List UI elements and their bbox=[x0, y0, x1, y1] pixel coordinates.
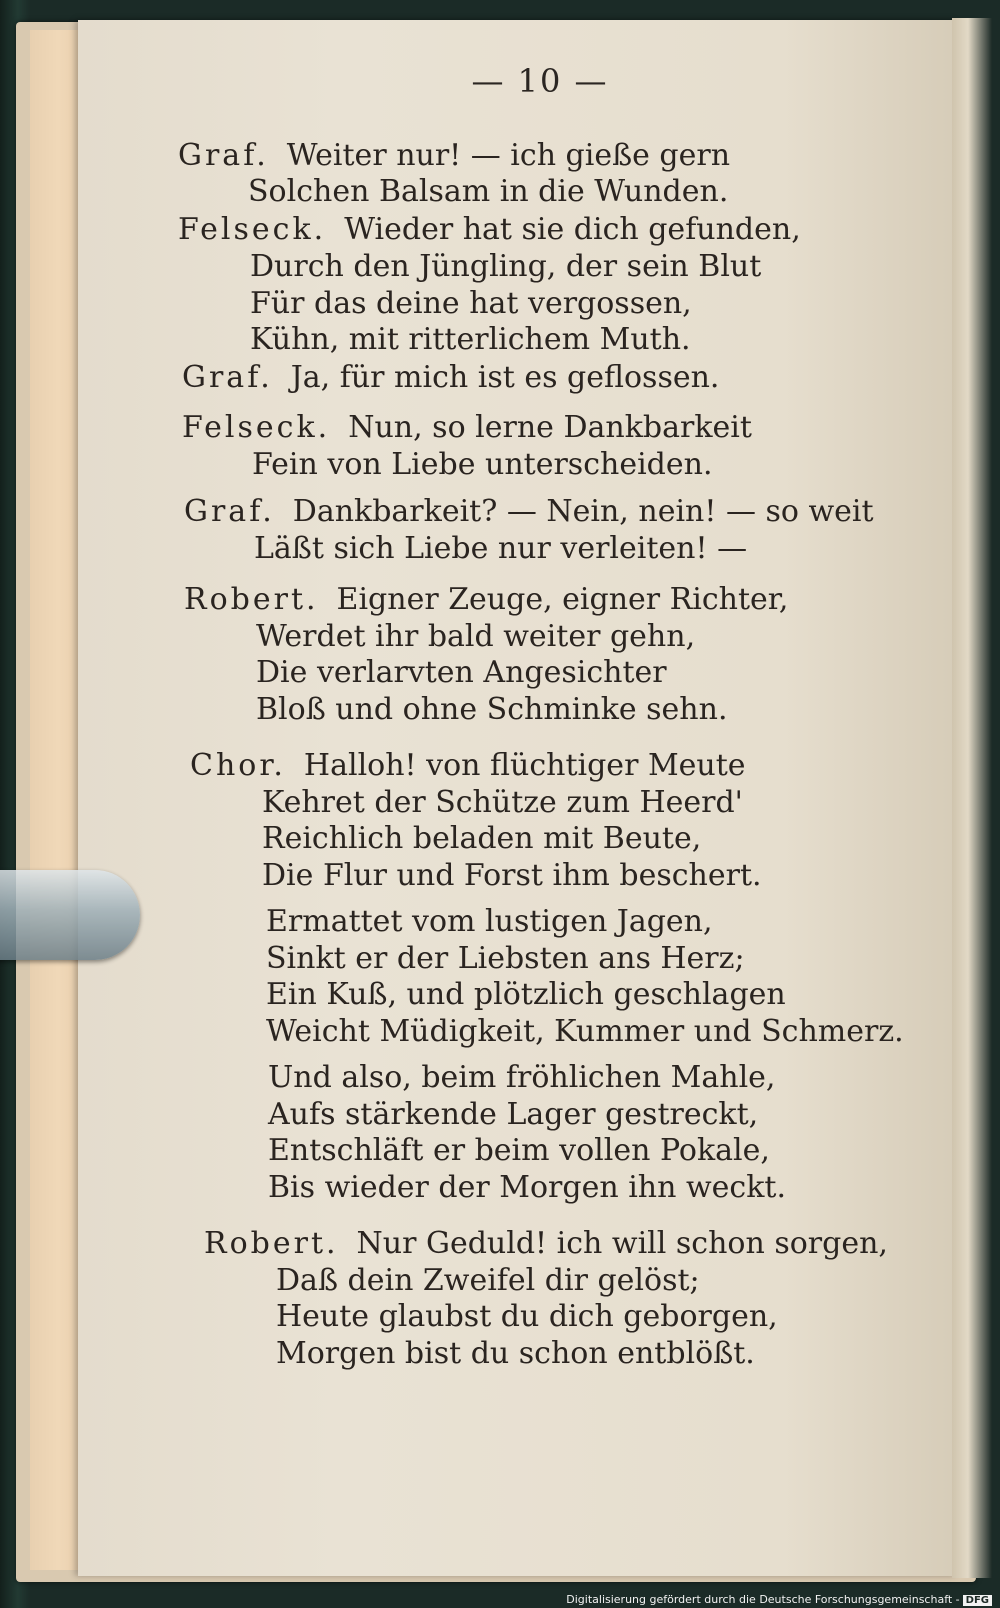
digitization-credit bbox=[566, 1593, 992, 1606]
verse-line bbox=[254, 531, 747, 567]
credit-text: Digitalisierung gefördert durch die Deutsche Forschungsgemeinschaft - bbox=[566, 1593, 960, 1606]
verse-line bbox=[276, 1299, 778, 1335]
verse-line bbox=[266, 941, 745, 977]
verse-line-text: Kühn, mit ritterlichem Muth. bbox=[250, 322, 691, 357]
verse-line bbox=[262, 821, 701, 857]
speaker-name: Felseck. bbox=[178, 212, 327, 247]
verse-line bbox=[262, 858, 762, 894]
verse-line-text: Heute glaubst du dich geborgen, bbox=[276, 1299, 778, 1334]
verse-line bbox=[256, 692, 728, 728]
verse-line-text: Sinkt er der Liebsten ans Herz; bbox=[266, 941, 745, 976]
verse-line-text: Daß dein Zweifel dir gelöst; bbox=[276, 1263, 700, 1298]
verse-line-text: Weiter nur! — ich gieße gern bbox=[286, 138, 731, 173]
speaker-name: Graf. bbox=[182, 360, 273, 395]
verse-line-text: Aufs stärkende Lager gestreckt, bbox=[268, 1097, 759, 1132]
verse-line bbox=[268, 1060, 775, 1096]
verse-line bbox=[184, 582, 788, 618]
verse-line-text: Halloh! von flüchtiger Meute bbox=[303, 748, 746, 783]
verse-line bbox=[190, 748, 746, 784]
verse-line bbox=[268, 1133, 770, 1169]
verse-line bbox=[184, 494, 874, 530]
verse-line bbox=[182, 410, 752, 446]
verse-line-text: Die Flur und Forst ihm beschert. bbox=[262, 858, 762, 893]
speaker-name: Graf. bbox=[184, 494, 275, 529]
verse-line bbox=[276, 1336, 755, 1372]
verse-line bbox=[276, 1263, 700, 1299]
dfg-logo: DFG bbox=[963, 1595, 992, 1606]
verse-line-text: Ein Kuß, und plötzlich geschlagen bbox=[266, 977, 786, 1012]
verse-line-text: Durch den Jüngling, der sein Blut bbox=[250, 249, 762, 284]
verse-line bbox=[266, 977, 786, 1013]
verse-line-text: Und also, beim fröhlichen Mahle, bbox=[268, 1060, 776, 1095]
verse-line bbox=[252, 447, 713, 483]
verse-line bbox=[248, 174, 728, 210]
speaker-name: Robert. bbox=[204, 1226, 339, 1261]
verse-line bbox=[268, 1097, 758, 1133]
verse-line-text: Nur Geduld! ich will schon sorgen, bbox=[356, 1226, 888, 1261]
verse-line bbox=[178, 212, 801, 248]
verse-line-text: Kehret der Schütze zum Heerd' bbox=[262, 785, 743, 820]
verse-line bbox=[256, 655, 667, 691]
verse-line bbox=[262, 785, 743, 821]
verse-line-text: Bis wieder der Morgen ihn weckt. bbox=[268, 1170, 786, 1205]
verse-line bbox=[182, 360, 719, 396]
verse-line-text: Dankbarkeit? — Nein, nein! — so weit bbox=[292, 494, 874, 529]
verse-line-text: Für das deine hat vergossen, bbox=[250, 286, 692, 321]
verse-line bbox=[250, 249, 761, 285]
verse-line-text: Wieder hat sie dich gefunden, bbox=[344, 212, 801, 247]
verse-line-text: Eigner Zeuge, eigner Richter, bbox=[336, 582, 789, 617]
verse-line-text: Ja, für mich ist es geflossen. bbox=[290, 360, 720, 395]
speaker-name: Felseck. bbox=[182, 410, 331, 445]
verse-line bbox=[250, 322, 691, 358]
verse-line bbox=[250, 286, 692, 322]
verse-line bbox=[266, 1014, 904, 1050]
verse-line bbox=[204, 1226, 888, 1262]
verse-line bbox=[266, 904, 713, 940]
verse-line-text: Morgen bist du schon entblößt. bbox=[276, 1336, 755, 1371]
verse-line-text: Nun, so lerne Dankbarkeit bbox=[348, 410, 752, 445]
verse-line bbox=[256, 619, 695, 655]
speaker-name: Robert. bbox=[184, 582, 319, 617]
verse-line bbox=[178, 138, 730, 174]
verse-line-text: Ermattet vom lustigen Jagen, bbox=[266, 904, 713, 939]
verse-line-text: Weicht Müdigkeit, Kummer und Schmerz. bbox=[266, 1014, 904, 1049]
verse-line-text: Solchen Balsam in die Wunden. bbox=[248, 174, 729, 209]
page-holder-clip bbox=[0, 870, 140, 960]
page-number: — 10 — bbox=[471, 62, 609, 100]
verse-line-text: Werdet ihr bald weiter gehn, bbox=[256, 619, 696, 654]
verse-line-text: Fein von Liebe unterscheiden. bbox=[252, 447, 713, 482]
speaker-name: Graf. bbox=[178, 138, 269, 173]
verse-line-text: Reichlich beladen mit Beute, bbox=[262, 821, 702, 856]
book-gutter bbox=[952, 18, 992, 1578]
verse-line-text: Entschläft er beim vollen Pokale, bbox=[268, 1133, 770, 1168]
verse-line-text: Die verlarvten Angesichter bbox=[256, 655, 667, 690]
verse-line bbox=[268, 1170, 786, 1206]
verse-line-text: Läßt sich Liebe nur verleiten! — bbox=[254, 531, 748, 566]
speaker-name: Chor. bbox=[190, 748, 286, 783]
verse-line-text: Bloß und ohne Schminke sehn. bbox=[256, 692, 728, 727]
